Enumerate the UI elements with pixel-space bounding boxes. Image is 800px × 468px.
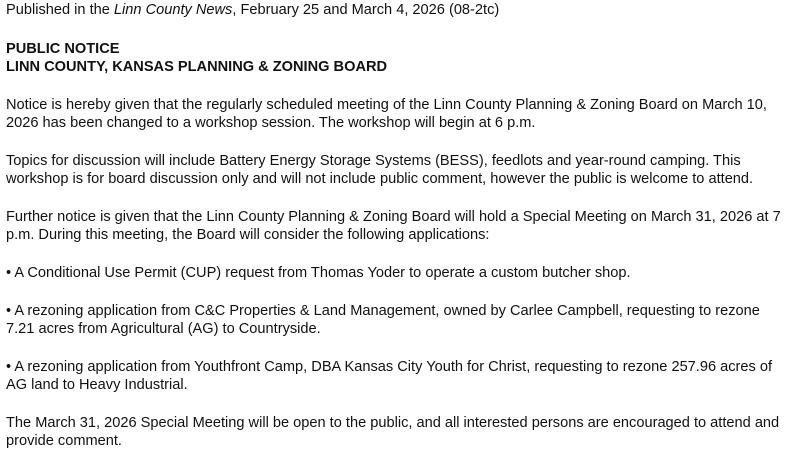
topics-paragraph: Topics for discussion will include Battery Energy Storage Systems (BESS), feedlots and year-round camping. This workshop is for board discussion only and will not include public comment, however the public is welcome to attend.	[6, 153, 754, 187]
publication-line	[6, 1, 790, 19]
notice-title: PUBLIC NOTICE	[6, 41, 120, 57]
publication-dates: , February 25 and March 4, 2026 (08-2tc)	[232, 2, 500, 18]
notice-subtitle: LINN COUNTY, KANSAS PLANNING & ZONING BOARD	[6, 59, 388, 75]
legal-notice	[0, 1, 800, 450]
closing-paragraph: The March 31, 2026 Special Meeting will be open to the public, and all interested persons are encouraged to attend and provide comment.	[6, 415, 780, 449]
newspaper-name: Linn County News	[113, 2, 233, 18]
application-item: • A rezoning application from C&C Properties & Land Management, owned by Carlee Campbell, requesting to rezone 7.21 acres from Agricultural (AG) to Countryside.	[6, 303, 760, 337]
publication-prefix: Published in the	[6, 2, 114, 18]
application-item: • A Conditional Use Permit (CUP) request from Thomas Yoder to operate a custom butcher shop.	[6, 265, 631, 281]
meeting-change-paragraph: Notice is hereby given that the regularly scheduled meeting of the Linn County Planning & Zoning Board on March 10, 2026 has been changed to a workshop session. The workshop will begin at 6 p.m.	[6, 97, 767, 131]
application-item: • A rezoning application from Youthfront Camp, DBA Kansas City Youth for Christ, requesting to rezone 257.96 acres of AG land to Heavy Industrial.	[6, 359, 773, 393]
special-meeting-paragraph: Further notice is given that the Linn County Planning & Zoning Board will hold a Special Meeting on March 31, 2026 at 7 p.m. During this meeting, the Board will consider the following applications:	[6, 209, 781, 243]
